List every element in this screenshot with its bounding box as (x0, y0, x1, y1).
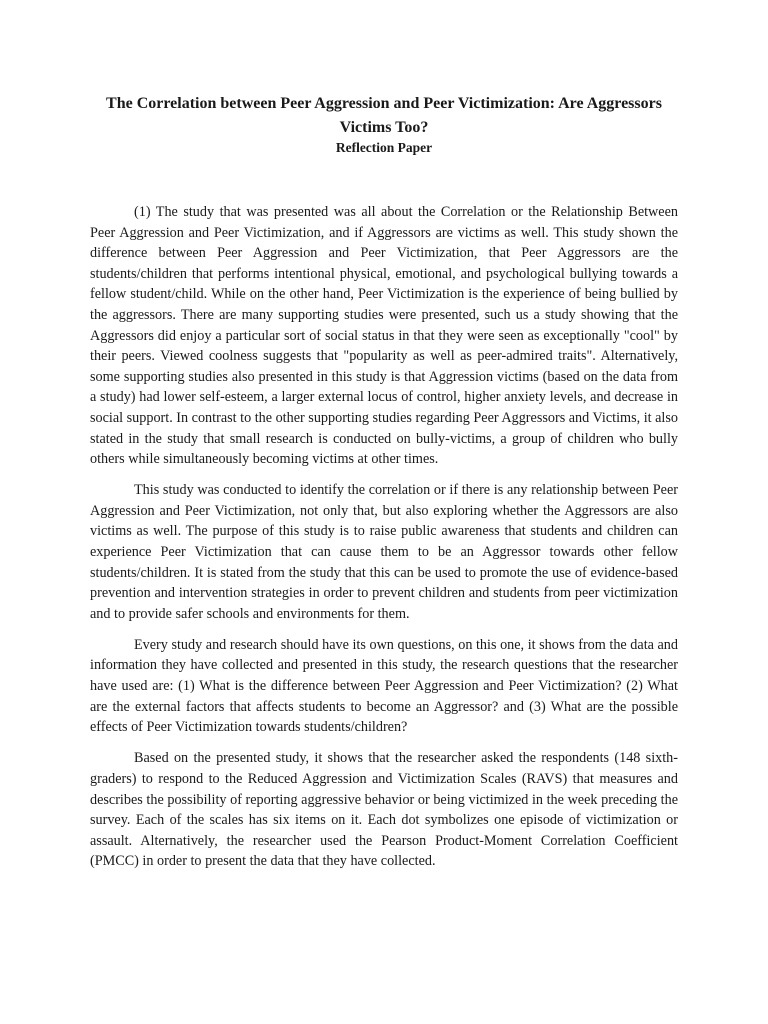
paragraph: This study was conducted to identify the correlation or if there is any relationship between Peer Aggression and Peer Victimization, not only that, but also exploring whether the Aggressors are also victims as well. The purpose of this study is to raise public awareness that students and children can experience Peer Victimization that can cause them to be an Aggressor towards other fellow students/children. It is stated from the study that this can be used to promote the use of evidence-based prevention and intervention strategies in order to prevent children and students from peer victimization and to provide safer schools and environments for them. (90, 482, 678, 622)
document-subtitle: Reflection Paper (335, 140, 433, 155)
paragraph: (1) The study that was presented was all about the Correlation or the Relationship Between Peer Aggression and Peer Victimization, and if Aggressors are victims as well. This study shown the difference between Peer Aggression and Peer Victimization, that Peer Aggressors are the students/children that performs intentional physical, emotional, and psychological bullying towards a fellow student/child. While on the other hand, Peer Victimization is the experience of being bullied by the aggressors. There are many supporting studies were presented, such us a study showing that the Aggressors did enjoy a particular sort of social status in that they were seen as exceptionally "cool" by their peers. Viewed coolness suggests that "popularity as well as peer-admired traits". Alternatively, some supporting studies also presented in this study is that Aggression victims (based on the data from a study) had lower self-esteem, a larger external locus of control, higher anxiety levels, and decrease in social support. In contrast to the other supporting studies regarding Peer Aggressors and Victims, it also stated in the study that small research is conducted on bully-victims, a group of children who bully others while simultaneously becoming victims at other times. (90, 204, 678, 468)
document-title: The Correlation between Peer Aggression and Peer Victimization: Are Aggressors Victims Too? (106, 95, 662, 136)
paragraph: Based on the presented study, it shows that the researcher asked the respondents (148 sixth-graders) to respond to the Reduced Aggression and Victimization Scales (RAVS) that measures and describes the possibility of reporting aggressive behavior or being victimized in the week preceding the survey. Each of the scales has six items on it. Each dot symbolizes one episode of victimization or assault. Alternatively, the researcher used the Pearson Product-Moment Correlation Coefficient (PMCC) in order to present the data that they have collected. (90, 750, 678, 870)
paragraph: Every study and research should have its own questions, on this one, it shows from the data and information they have collected and presented in this study, the research questions that the researcher have used are: (1) What is the difference between Peer Aggression and Peer Victimization? (2) What are the external factors that affects students to become an Aggressor? and (3) What are the possible effects of Peer Victimization towards students/children? (90, 636, 678, 736)
document-body (90, 202, 678, 882)
